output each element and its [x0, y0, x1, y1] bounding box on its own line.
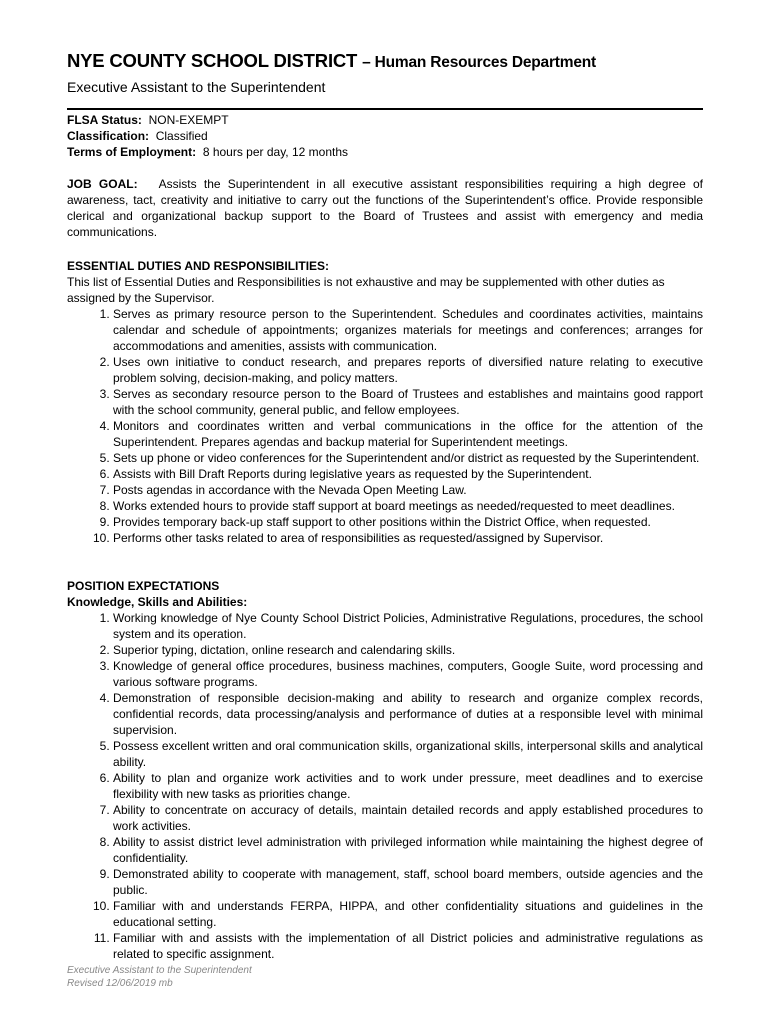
essential-duties-section — [67, 258, 703, 546]
list-item: 4. Demonstration of responsible decision-making and ability to research and organize complex records, confidential records, data processing/analysis and performance of duties at a responsible level with minimal supervision. — [113, 690, 703, 738]
department-name: – Human Resources Department — [362, 54, 596, 71]
list-item: 1. Serves as primary resource person to the Superintendent. Schedules and coordinates activities, maintains calendar and schedule of appointments; organizes materials for meetings and conferences; arranges for accommodations and amenities, assists with communication. — [113, 306, 703, 354]
list-item: 6. Ability to plan and organize work activities and to work under pressure, meet deadlines and to exercise flexibility with new tasks as priorities change. — [113, 770, 703, 802]
list-item: 8. Ability to assist district level administration with privileged information while maintaining the highest degree of confidentiality. — [113, 834, 703, 866]
job-goal-text: Assists the Superintendent in all executive assistant responsibilities requiring a high degree of awareness, tact, creativity and initiative to carry out the functions of the Superintendent’s office. Provide responsible clerical and organizational backup support to the Board of Trustees and assist with emergency and media communications. — [67, 177, 704, 239]
terms-of-employment: Terms of Employment: 8 hours per day, 12 months — [67, 145, 349, 159]
list-item: 1. Working knowledge of Nye County School District Policies, Administrative Regulations, procedures, the school system and its operation. — [113, 610, 703, 642]
job-meta — [67, 112, 703, 160]
list-item: 6. Assists with Bill Draft Reports during legislative years as requested by the Superintendent. — [113, 466, 703, 482]
expectations-heading: POSITION EXPECTATIONS — [67, 579, 220, 593]
list-item: 3. Serves as secondary resource person to the Board of Trustees and establishes and maintains good rapport with the school community, general public, and fellow employees. — [113, 386, 703, 418]
job-goal-label: JOB GOAL: — [67, 177, 138, 191]
page-title — [67, 50, 703, 74]
list-item: 11. Familiar with and assists with the implementation of all District policies and administrative regulations as related to specific assignment. — [113, 930, 703, 962]
duties-intro: This list of Essential Duties and Responsibilities is not exhaustive and may be supplemented with other duties as assigned by the Supervisor. — [67, 275, 665, 305]
list-item: 2. Superior typing, dictation, online research and calendaring skills. — [113, 642, 703, 658]
header-divider — [67, 108, 703, 110]
list-item: 8. Works extended hours to provide staff support at board meetings as needed/requested to meet deadlines. — [113, 498, 703, 514]
footer-position: Executive Assistant to the Superintendent — [67, 965, 252, 976]
classification: Classification: Classified — [67, 129, 208, 143]
list-item: 9. Provides temporary back-up staff support to other positions within the District Office, when requested. — [113, 514, 703, 530]
list-item: 7. Posts agendas in accordance with the Nevada Open Meeting Law. — [113, 482, 703, 498]
list-item: 7. Ability to concentrate on accuracy of details, maintain detailed records and apply established procedures to work activities. — [113, 802, 703, 834]
duties-list — [67, 306, 703, 546]
list-item: 10. Familiar with and understands FERPA, HIPPA, and other confidentiality situations and guidelines in the educational setting. — [113, 898, 703, 930]
list-item: 4. Monitors and coordinates written and verbal communications in the office for the attention of the Superintendent. Prepares agendas and backup material for Superintendent meetings. — [113, 418, 703, 450]
district-name: NYE COUNTY SCHOOL DISTRICT — [67, 50, 358, 71]
list-item: 10. Performs other tasks related to area of responsibilities as requested/assigned by Supervisor. — [113, 530, 703, 546]
ksa-list — [67, 610, 703, 962]
footer-revision: Revised 12/06/2019 mb — [67, 978, 173, 989]
list-item: 3. Knowledge of general office procedures, business machines, computers, Google Suite, word processing and various software programs. — [113, 658, 703, 690]
position-title: Executive Assistant to the Superintendent — [67, 79, 326, 95]
list-item: 2. Uses own initiative to conduct research, and prepares reports of diversified nature relating to executive problem solving, decision-making, and policy matters. — [113, 354, 703, 386]
flsa-status: FLSA Status: NON-EXEMPT — [67, 113, 229, 127]
duties-heading: ESSENTIAL DUTIES AND RESPONSIBILITIES: — [67, 259, 330, 273]
list-item: 5. Possess excellent written and oral communication skills, organizational skills, interpersonal skills and analytical ability. — [113, 738, 703, 770]
list-item: 9. Demonstrated ability to cooperate with management, staff, school board members, outside agencies and the public. — [113, 866, 703, 898]
ksa-subheading: Knowledge, Skills and Abilities: — [67, 595, 248, 609]
document-header — [67, 50, 703, 96]
page-footer — [67, 964, 252, 990]
list-item: 5. Sets up phone or video conferences for the Superintendent and/or district as requested by the Superintendent. — [113, 450, 703, 466]
job-goal — [67, 176, 703, 240]
position-expectations-section — [67, 578, 703, 962]
